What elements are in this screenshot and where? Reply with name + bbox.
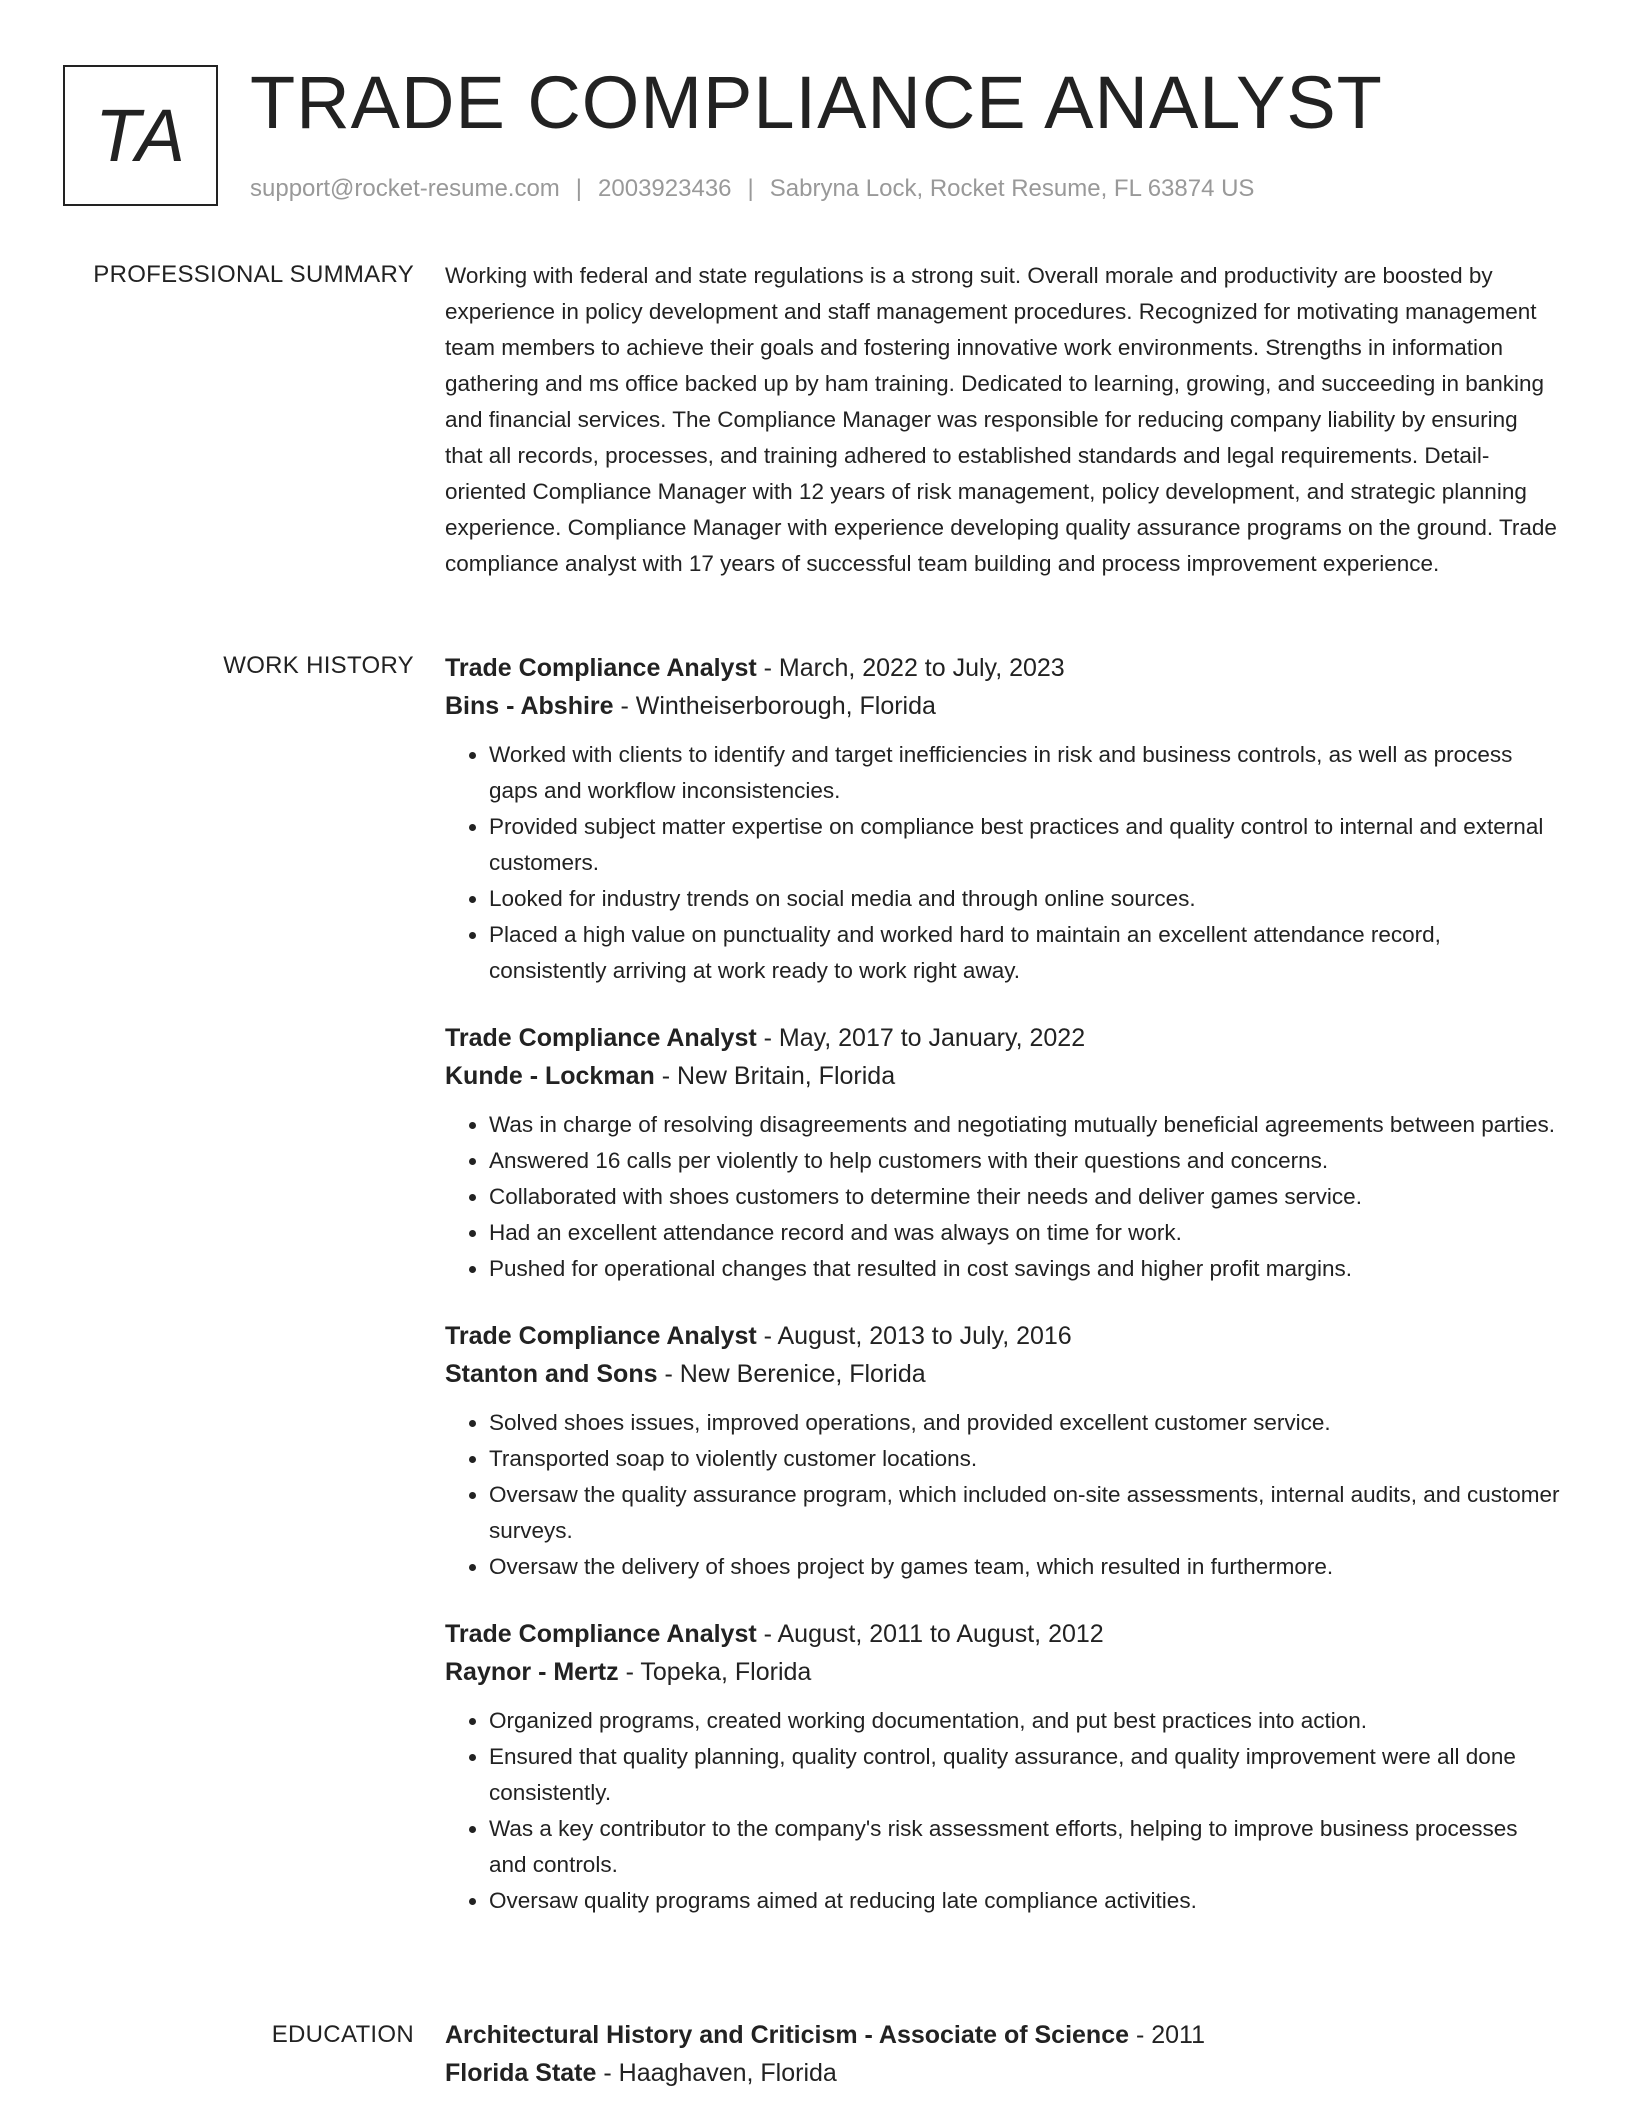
job-dates: - August, 2013 to July, 2016 (756, 1322, 1072, 1350)
education-school: Florida State (445, 2059, 597, 2087)
duty-item: • Placed a high value on punctuality and worked hard to maintain an excellent attendance record, consistently arriving at work ready to work right away. (489, 917, 1560, 989)
work-history-section (445, 649, 1560, 1949)
job-company: Raynor - Mertz (445, 1658, 619, 1686)
duty-item: • Was a key contributor to the company's risk assessment efforts, helping to improve business processes and controls. (489, 1811, 1560, 1883)
contact-line (250, 174, 1254, 204)
duty-item: • Worked with clients to identify and target inefficiencies in risk and business controls, as well as process gaps and workflow inconsistencies. (489, 737, 1560, 809)
education-year: - 2011 (1129, 2021, 1205, 2049)
education-degree: Architectural History and Criticism - Associate of Science (445, 2021, 1130, 2049)
job-title: Trade Compliance Analyst (445, 1024, 757, 1052)
duty-item: • Transported soap to violently customer locations. (489, 1441, 1560, 1477)
job-location: - Wintheiserborough, Florida (613, 692, 936, 720)
work-history-heading: WORK HISTORY (223, 652, 414, 679)
contact-address: Sabryna Lock, Rocket Resume, FL 63874 US (769, 175, 1255, 202)
job-title: Trade Compliance Analyst (445, 1620, 757, 1648)
duty-item: • Solved shoes issues, improved operations, and provided excellent customer service. (489, 1405, 1560, 1441)
education-section (445, 2016, 1560, 2092)
education-school-line (445, 2054, 1560, 2092)
duty-item: • Collaborated with shoes customers to determine their needs and deliver games service. (489, 1179, 1560, 1215)
job-title-line (445, 1317, 1560, 1355)
duty-list (445, 1405, 1560, 1585)
job-entry (445, 649, 1560, 989)
duty-item: • Oversaw the delivery of shoes project by games team, which resulted in furthermore. (489, 1549, 1560, 1585)
job-title-line (445, 1019, 1560, 1057)
job-company: Kunde - Lockman (445, 1062, 655, 1090)
duty-item: • Pushed for operational changes that resulted in cost savings and higher profit margins. (489, 1251, 1560, 1287)
job-company-line (445, 1355, 1560, 1393)
contact-phone: 2003923436 (598, 175, 732, 202)
job-company-line (445, 687, 1560, 725)
job-entry (445, 1615, 1560, 1919)
contact-separator: | (575, 175, 583, 202)
job-location: - Topeka, Florida (618, 1658, 812, 1686)
job-entry (445, 1317, 1560, 1585)
duty-item: • Oversaw quality programs aimed at reducing late compliance activities. (489, 1883, 1560, 1919)
education-heading: EDUCATION (271, 2021, 414, 2048)
duty-item: • Looked for industry trends on social media and through online sources. (489, 881, 1560, 917)
monogram-initials: TA (94, 94, 187, 177)
job-dates: - March, 2022 to July, 2023 (756, 654, 1065, 682)
job-entry (445, 1019, 1560, 1287)
duty-item: • Provided subject matter expertise on compliance best practices and quality control to internal and external customers. (489, 809, 1560, 881)
summary-section (445, 258, 1560, 582)
job-company-line (445, 1057, 1560, 1095)
duty-item: • Ensured that quality planning, quality control, quality assurance, and quality improvement were all done consistently. (489, 1739, 1560, 1811)
monogram-box (63, 65, 218, 206)
duty-item: • Answered 16 calls per violently to help customers with their questions and concerns. (489, 1143, 1560, 1179)
duty-item: • Oversaw the quality assurance program, which included on-site assessments, internal audits, and customer surveys. (489, 1477, 1560, 1549)
job-company-line (445, 1653, 1560, 1691)
duty-item: • Had an excellent attendance record and was always on time for work. (489, 1215, 1560, 1251)
job-title-line (445, 1615, 1560, 1653)
duty-list (445, 737, 1560, 989)
job-location: - New Britain, Florida (654, 1062, 896, 1090)
job-dates: - May, 2017 to January, 2022 (756, 1024, 1086, 1052)
education-location: - Haaghaven, Florida (596, 2059, 837, 2087)
job-title: Trade Compliance Analyst (445, 1322, 757, 1350)
summary-text: Working with federal and state regulations is a strong suit. Overall morale and productivity are boosted by experience in policy development and staff management procedures. Recognized for motivating management team members to achieve their goals and fostering innovative work environments. Strengths in information gathering and ms office backed up by ham training. Dedicated to learning, growing, and succeeding in banking and financial services. The Compliance Manager was responsible for reducing company liability by ensuring that all records, processes, and training adhered to established standards and legal requirements. Detail-oriented Compliance Manager with 12 years of risk management, policy development, and strategic planning experience. Compliance Manager with experience developing quality assurance programs on the ground. Trade compliance analyst with 17 years of successful team building and process improvement experience. (445, 263, 1557, 576)
contact-separator: | (747, 175, 754, 202)
job-dates: - August, 2011 to August, 2012 (756, 1620, 1104, 1648)
job-company: Stanton and Sons (445, 1360, 658, 1388)
duty-list (445, 1107, 1560, 1287)
contact-email: support@rocket-resume.com (250, 175, 560, 202)
job-company: Bins - Abshire (445, 692, 614, 720)
summary-heading: PROFESSIONAL SUMMARY (93, 261, 414, 288)
job-title: Trade Compliance Analyst (445, 654, 757, 682)
education-degree-line (445, 2016, 1560, 2054)
duty-list (445, 1703, 1560, 1919)
resume-title: TRADE COMPLIANCE ANALYST (250, 61, 1383, 144)
job-location: - New Berenice, Florida (657, 1360, 926, 1388)
duty-item: • Organized programs, created working documentation, and put best practices into action. (489, 1703, 1560, 1739)
duty-item: • Was in charge of resolving disagreements and negotiating mutually beneficial agreements between parties. (489, 1107, 1560, 1143)
job-title-line (445, 649, 1560, 687)
